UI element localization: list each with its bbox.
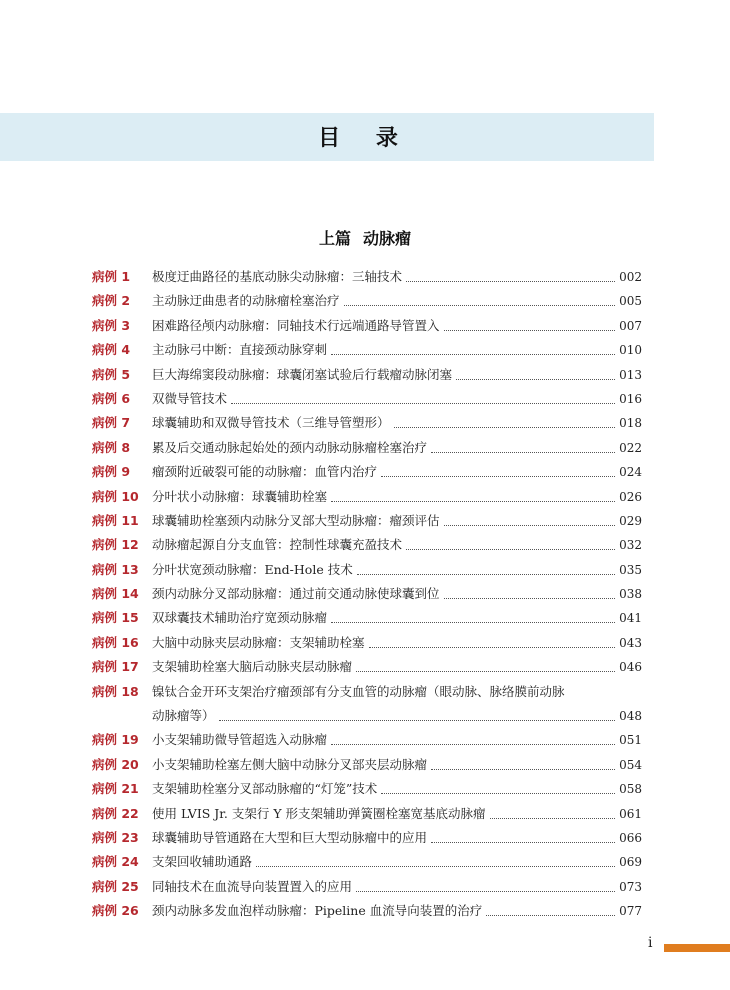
toc-entry-page: 054 bbox=[619, 757, 642, 772]
dot-leader bbox=[490, 817, 616, 819]
case-label: 病例 6 bbox=[92, 390, 131, 406]
dot-leader bbox=[231, 402, 615, 404]
toc-entry-page: 002 bbox=[619, 270, 642, 284]
case-label: 病例 3 bbox=[92, 317, 131, 333]
toc-entry-title: 支架辅助栓塞分叉部动脉瘤的“灯笼”技术 bbox=[152, 781, 378, 797]
dot-leader bbox=[356, 670, 615, 672]
toc-entry-line bbox=[152, 314, 642, 338]
case-label: 病例 5 bbox=[92, 366, 131, 382]
toc-entry-title: 巨大海绵窦段动脉瘤：球囊闭塞试验后行载瘤动脉闭塞 bbox=[152, 366, 453, 382]
case-label: 病例 18 bbox=[92, 683, 139, 699]
toc-entry[interactable] bbox=[92, 411, 642, 435]
toc-entry-page: 048 bbox=[619, 709, 642, 724]
case-label: 病例 10 bbox=[92, 488, 139, 504]
toc-entry-page: 038 bbox=[619, 587, 642, 602]
toc-entry-title-line1 bbox=[92, 680, 642, 704]
toc-entry-title: 小支架辅助栓塞左侧大脑中动脉分叉部夹层动脉瘤 bbox=[152, 756, 428, 772]
toc-entry-line bbox=[152, 850, 642, 874]
toc-entry-page: 018 bbox=[619, 416, 642, 431]
dot-leader bbox=[431, 451, 615, 453]
page-number: i bbox=[648, 935, 653, 951]
toc-entry[interactable] bbox=[92, 606, 642, 630]
toc-entry-page: 005 bbox=[619, 294, 642, 309]
toc-entry-title: 分叶状小动脉瘤：球囊辅助栓塞 bbox=[152, 488, 328, 504]
toc-entry[interactable] bbox=[92, 387, 642, 411]
toc-entry-page: 058 bbox=[619, 782, 642, 797]
dot-leader bbox=[431, 841, 615, 843]
toc-entry-title: 极度迂曲路径的基底动脉尖动脉瘤：三轴技术 bbox=[152, 269, 403, 284]
toc-entry-title: 双球囊技术辅助治疗宽颈动脉瘤 bbox=[152, 610, 328, 626]
toc-entry-line bbox=[152, 411, 642, 435]
toc-entry-page: 046 bbox=[619, 660, 642, 675]
case-label: 病例 21 bbox=[92, 781, 139, 797]
toc-entry[interactable] bbox=[92, 533, 642, 557]
toc-entry[interactable] bbox=[92, 728, 642, 752]
toc-entry-title: 球囊辅助导管通路在大型和巨大型动脉瘤中的应用 bbox=[152, 830, 428, 845]
toc-entry-line bbox=[152, 655, 642, 679]
case-label: 病例 8 bbox=[92, 439, 131, 455]
toc-entry-line bbox=[152, 826, 642, 850]
toc-entry-title: 镍钛合金开环支架治疗瘤颈部有分支血管的动脉瘤（眼动脉、脉络膜前动脉 bbox=[152, 683, 565, 699]
toc-entry-line bbox=[152, 436, 642, 460]
toc-entry[interactable] bbox=[92, 338, 642, 362]
case-label: 病例 14 bbox=[92, 586, 139, 602]
toc-entry-page: 010 bbox=[619, 343, 642, 358]
toc-entry[interactable] bbox=[92, 826, 642, 850]
toc-entry-line bbox=[152, 265, 642, 289]
toc-entry-line bbox=[152, 387, 642, 411]
case-label: 病例 20 bbox=[92, 756, 139, 772]
toc-entry-page: 051 bbox=[619, 733, 642, 748]
toc-entry-title: 大脑中动脉夹层动脉瘤：支架辅助栓塞 bbox=[152, 634, 365, 650]
case-label: 病例 4 bbox=[92, 342, 131, 358]
toc-entry-title: 双微导管技术 bbox=[152, 390, 228, 406]
toc-entry-page: 016 bbox=[619, 391, 642, 406]
toc-entry-line bbox=[152, 606, 642, 630]
case-label: 病例 24 bbox=[92, 854, 139, 870]
toc-entry-title: 困难路径颅内动脉瘤：同轴技术行远端通路导管置入 bbox=[152, 317, 440, 333]
toc-entry[interactable] bbox=[92, 265, 642, 289]
dot-leader bbox=[444, 329, 616, 331]
table-of-contents bbox=[92, 265, 642, 924]
toc-entry-page: 066 bbox=[619, 831, 642, 845]
toc-entry-page: 041 bbox=[619, 611, 642, 626]
toc-entry[interactable] bbox=[92, 631, 642, 655]
toc-entry-title: 累及后交通动脉起始处的颈内动脉动脉瘤栓塞治疗 bbox=[152, 439, 428, 455]
toc-entry-line bbox=[152, 485, 642, 509]
toc-entry-title: 动脉瘤起源自分支血管：控制性球囊充盈技术 bbox=[152, 537, 403, 553]
toc-entry[interactable] bbox=[92, 875, 642, 899]
toc-entry-line bbox=[152, 558, 642, 582]
toc-entry-title: 支架回收辅助通路 bbox=[152, 854, 253, 870]
toc-entry[interactable] bbox=[92, 363, 642, 387]
dot-leader bbox=[444, 524, 616, 526]
toc-entry[interactable] bbox=[92, 289, 642, 313]
toc-entry[interactable] bbox=[92, 460, 642, 484]
case-label: 病例 23 bbox=[92, 830, 139, 845]
toc-entry-title: 颈内动脉分叉部动脉瘤：通过前交通动脉使球囊到位 bbox=[152, 586, 440, 602]
case-label: 病例 9 bbox=[92, 464, 131, 480]
dot-leader bbox=[406, 280, 615, 282]
toc-entry-line bbox=[152, 460, 642, 484]
dot-leader bbox=[331, 743, 615, 745]
dot-leader bbox=[331, 500, 615, 502]
page-title: 目 录 bbox=[318, 125, 412, 151]
dot-leader bbox=[344, 304, 616, 306]
toc-entry-line bbox=[152, 875, 642, 899]
toc-entry-title: 球囊辅助栓塞颈内动脉分叉部大型动脉瘤：瘤颈评估 bbox=[152, 512, 440, 528]
toc-entry[interactable] bbox=[92, 753, 642, 777]
toc-entry-page: 022 bbox=[619, 440, 642, 455]
toc-entry-page: 069 bbox=[619, 855, 642, 870]
part-name: 动脉瘤 bbox=[363, 229, 412, 248]
toc-entry-line bbox=[152, 582, 642, 606]
toc-entry-title: 瘤颈附近破裂可能的动脉瘤：血管内治疗 bbox=[152, 464, 378, 480]
dot-leader bbox=[381, 792, 615, 794]
toc-entry-line bbox=[152, 802, 642, 826]
toc-entry-title-continued: 动脉瘤等） bbox=[152, 708, 215, 724]
toc-entry[interactable] bbox=[92, 899, 642, 923]
dot-leader bbox=[331, 353, 615, 355]
toc-entry[interactable] bbox=[92, 485, 642, 509]
toc-entry-line bbox=[152, 899, 642, 923]
toc-entry-page: 029 bbox=[619, 513, 642, 528]
toc-entry-line bbox=[152, 363, 642, 387]
case-label: 病例 11 bbox=[92, 512, 139, 528]
toc-entry-line bbox=[152, 777, 642, 801]
case-label: 病例 19 bbox=[92, 732, 139, 748]
toc-entry-title: 分叶状宽颈动脉瘤：End-Hole 技术 bbox=[152, 561, 353, 577]
dot-leader bbox=[486, 914, 615, 916]
toc-entry[interactable] bbox=[92, 850, 642, 874]
toc-entry-title: 主动脉迂曲患者的动脉瘤栓塞治疗 bbox=[152, 293, 340, 309]
part-label: 上篇 bbox=[318, 229, 351, 248]
toc-entry-line bbox=[152, 753, 642, 777]
case-label: 病例 16 bbox=[92, 634, 139, 650]
toc-entry-page: 032 bbox=[619, 538, 642, 553]
toc-entry-page: 043 bbox=[619, 635, 642, 650]
toc-entry[interactable] bbox=[92, 509, 642, 533]
toc-entry[interactable] bbox=[92, 680, 642, 729]
toc-entry-line bbox=[152, 509, 642, 533]
dot-leader bbox=[406, 548, 615, 550]
toc-entry-title: 同轴技术在血流导向装置置入的应用 bbox=[152, 878, 353, 894]
toc-entry-title: 颈内动脉多发血泡样动脉瘤：Pipeline 血流导向装置的治疗 bbox=[152, 903, 483, 919]
case-label: 病例 22 bbox=[92, 805, 139, 821]
toc-entry-page: 007 bbox=[619, 318, 642, 333]
dot-leader bbox=[431, 768, 615, 770]
dot-leader bbox=[444, 597, 616, 599]
toc-entry-line bbox=[152, 704, 642, 728]
case-label: 病例 7 bbox=[92, 415, 131, 431]
dot-leader bbox=[456, 378, 615, 380]
toc-entry[interactable] bbox=[92, 582, 642, 606]
toc-entry-line bbox=[152, 631, 642, 655]
case-label: 病例 12 bbox=[92, 537, 139, 553]
dot-leader bbox=[357, 573, 615, 575]
toc-entry-page: 013 bbox=[619, 367, 642, 382]
dot-leader bbox=[381, 475, 615, 477]
toc-entry-line bbox=[152, 728, 642, 752]
dot-leader bbox=[356, 890, 615, 892]
toc-entry-page: 024 bbox=[619, 465, 642, 480]
toc-entry[interactable] bbox=[92, 655, 642, 679]
toc-entry-page: 077 bbox=[619, 904, 642, 919]
dot-leader bbox=[219, 719, 616, 721]
toc-entry-page: 073 bbox=[619, 879, 642, 894]
case-label: 病例 1 bbox=[92, 269, 131, 284]
toc-entry-page: 035 bbox=[619, 562, 642, 577]
case-label: 病例 26 bbox=[92, 903, 139, 919]
case-label: 病例 15 bbox=[92, 610, 139, 626]
toc-entry-title: 支架辅助栓塞大脑后动脉夹层动脉瘤 bbox=[152, 659, 353, 675]
toc-entry[interactable] bbox=[92, 314, 642, 338]
dot-leader bbox=[331, 621, 615, 623]
dot-leader bbox=[394, 426, 616, 428]
toc-entry[interactable] bbox=[92, 558, 642, 582]
toc-entry-line bbox=[152, 338, 642, 362]
case-label: 病例 17 bbox=[92, 659, 139, 675]
dot-leader bbox=[369, 646, 616, 648]
toc-entry-title: 球囊辅助和双微导管技术（三维导管塑形） bbox=[152, 415, 390, 431]
case-label: 病例 2 bbox=[92, 293, 131, 309]
toc-entry-title: 使用 LVIS Jr. 支架行 Y 形支架辅助弹簧圈栓塞宽基底动脉瘤 bbox=[152, 805, 486, 821]
toc-entry[interactable] bbox=[92, 436, 642, 460]
toc-entry[interactable] bbox=[92, 777, 642, 801]
toc-entry-line bbox=[152, 533, 642, 557]
toc-entry-page: 061 bbox=[619, 806, 642, 821]
case-label: 病例 25 bbox=[92, 878, 139, 894]
part-heading bbox=[0, 226, 730, 252]
page-accent-bar bbox=[664, 944, 730, 952]
toc-entry[interactable] bbox=[92, 802, 642, 826]
dot-leader bbox=[256, 865, 615, 867]
toc-entry-line bbox=[152, 289, 642, 313]
case-label: 病例 13 bbox=[92, 561, 139, 577]
toc-entry-page: 026 bbox=[619, 489, 642, 504]
toc-entry-title: 主动脉弓中断：直接颈动脉穿刺 bbox=[152, 342, 328, 358]
toc-entry-title: 小支架辅助微导管超选入动脉瘤 bbox=[152, 732, 328, 748]
